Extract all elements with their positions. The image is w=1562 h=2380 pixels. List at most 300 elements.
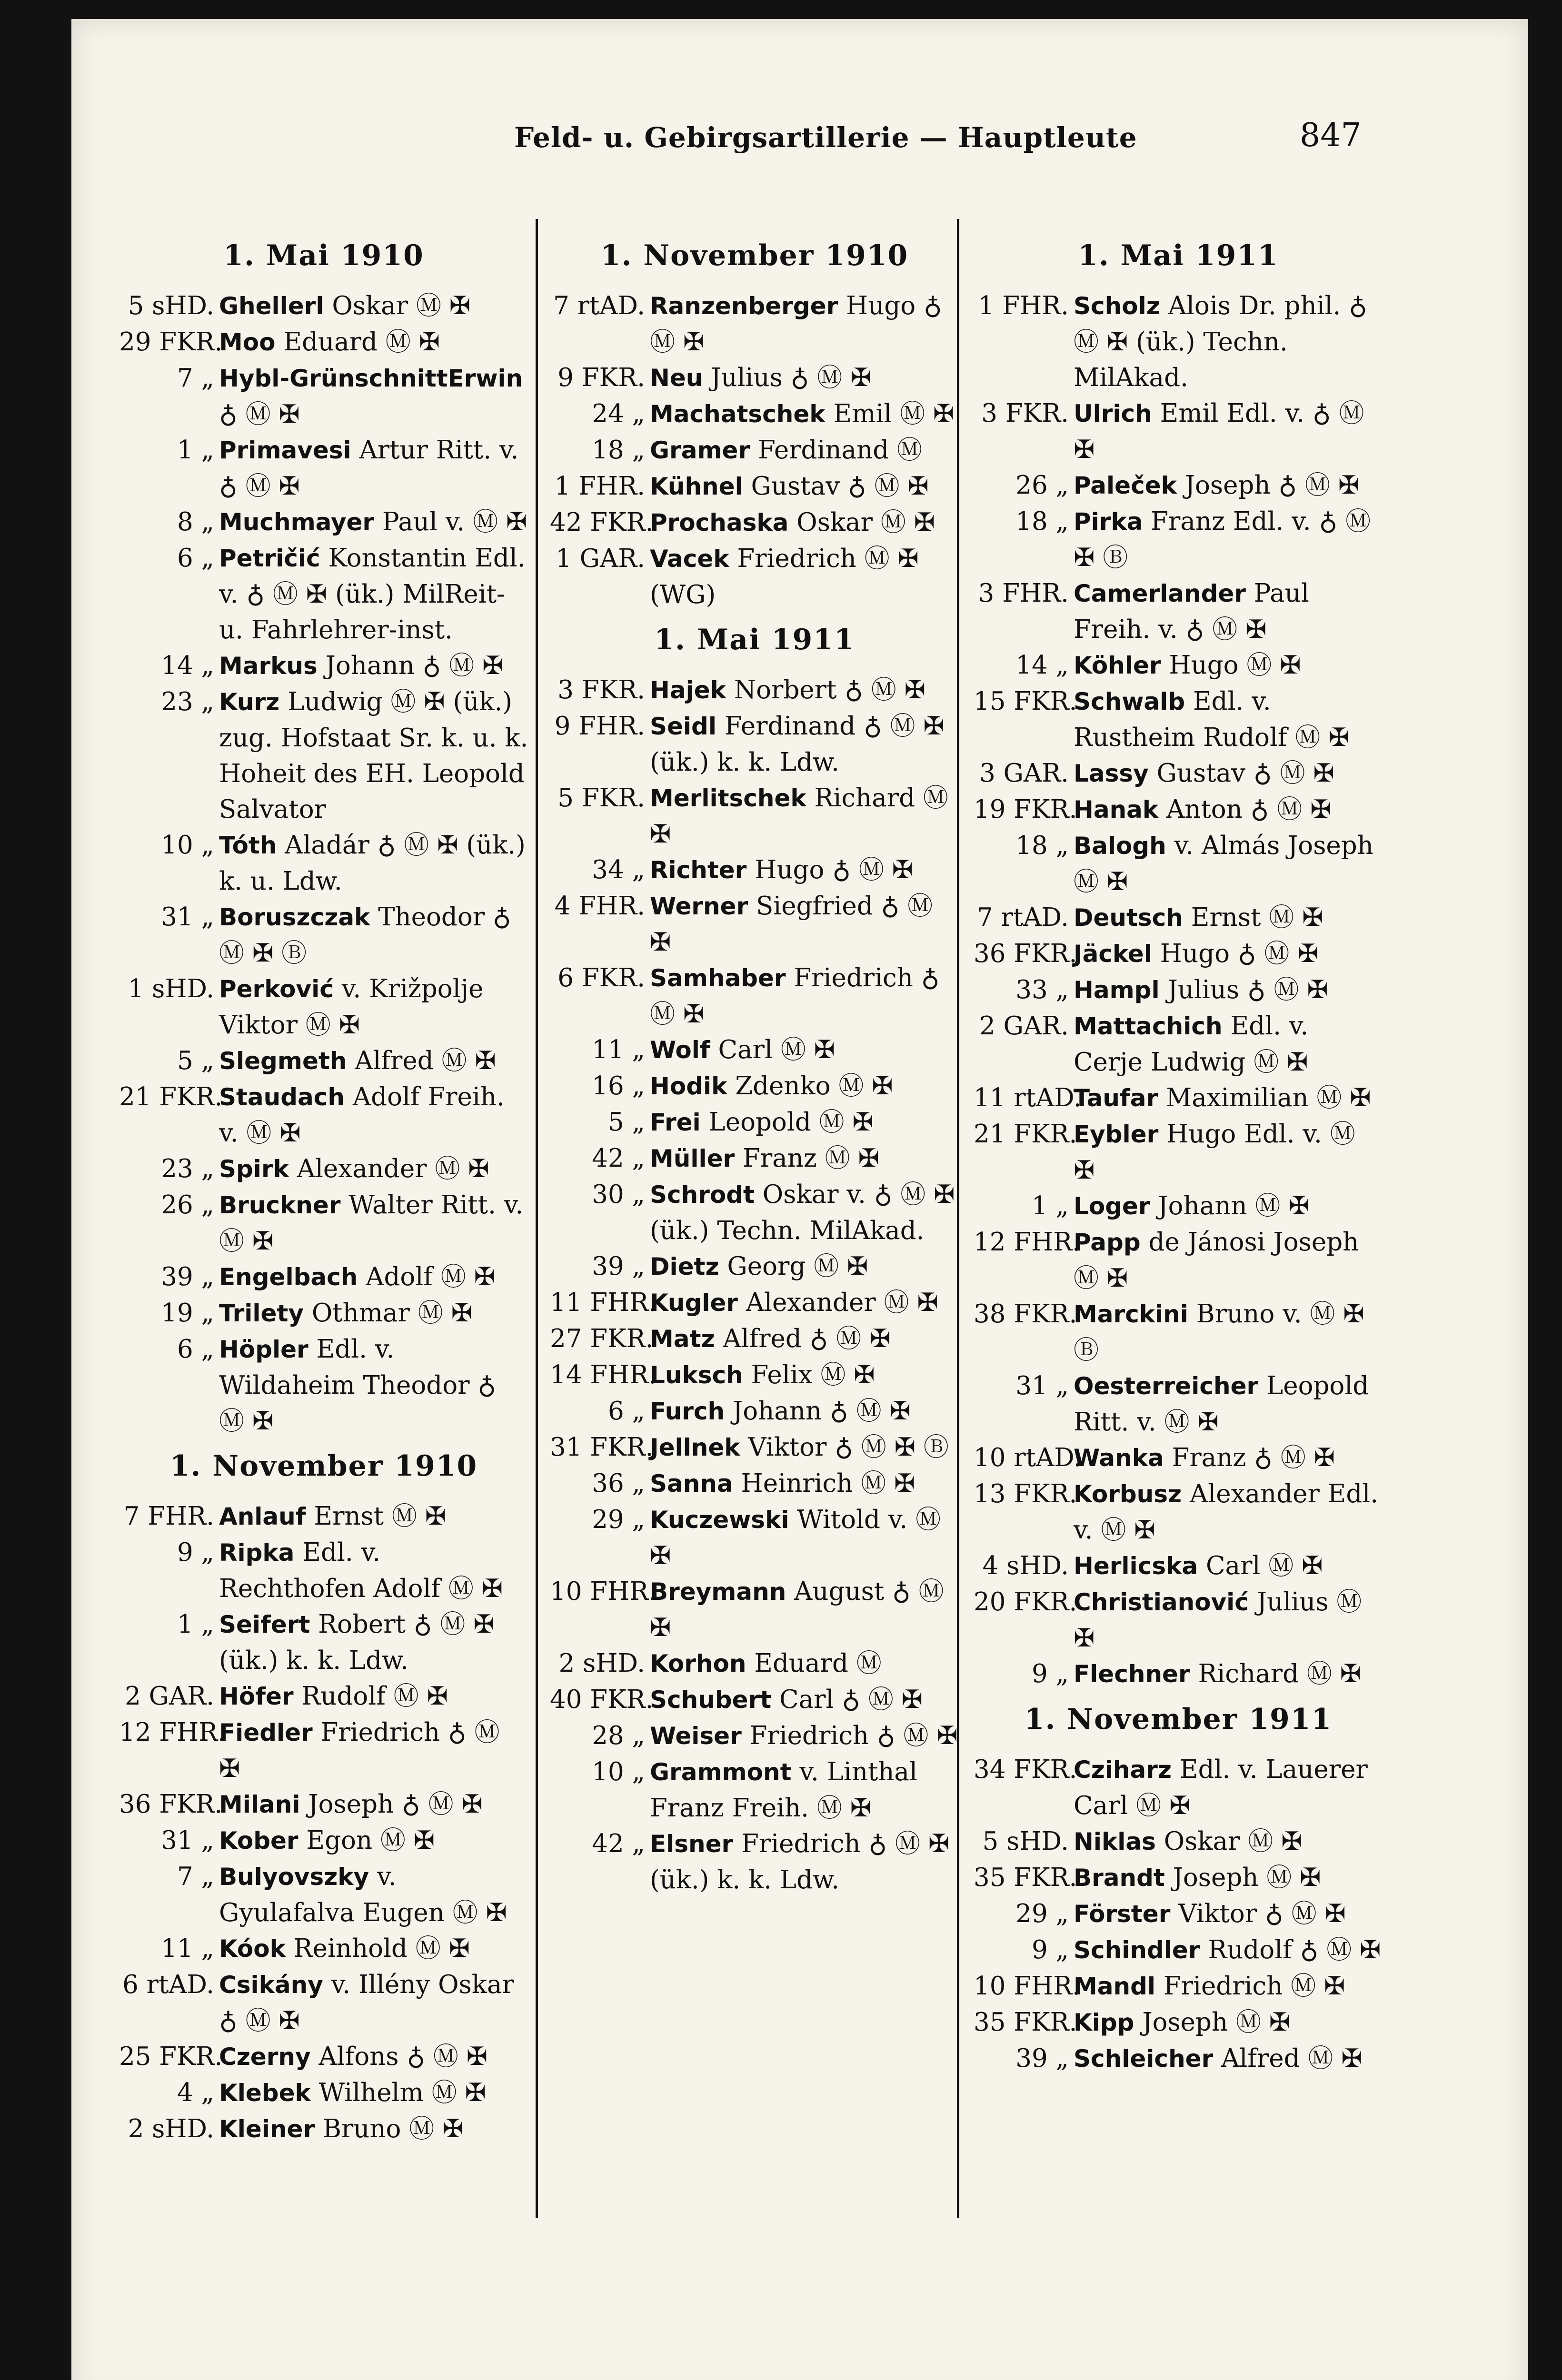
regiment-number: 21 FKR. [119, 1082, 223, 1111]
officer-surname: Bruckner [219, 1191, 341, 1219]
regiment-number: 3 FHR. [978, 579, 1069, 608]
officer-surname: Camerlander [1074, 580, 1246, 607]
officer-details: ♁ Ⓜ ✠ [219, 400, 300, 429]
officer-details: Edl. v. Cerje Ludwig Ⓜ ✠ [1074, 1012, 1309, 1077]
officer-surname: Seifert [219, 1611, 310, 1638]
officer-surname: Schindler [1074, 1936, 1200, 1964]
officer-details: Friedrich Ⓜ ✠ (WG) [650, 544, 919, 609]
officer-entry [119, 684, 528, 827]
officer-surname: Hybl-GrünschnittErwin [219, 365, 523, 392]
promotion-date-heading: 1. November 1911 [1024, 1703, 1333, 1736]
officer-details: Konstantin Edl. v. ♁ Ⓜ ✠ (ük.) MilReit- u. Fahrlehrer-inst. [219, 544, 526, 645]
officer-entry [119, 1967, 528, 2039]
officer-details: Ernst Ⓜ ✠ [306, 1502, 447, 1531]
officer-surname: Hampl [1074, 976, 1160, 1004]
officer-entry [550, 1718, 959, 1754]
officer-entry [974, 755, 1383, 792]
regiment-number: 2 sHD. [128, 2114, 214, 2143]
regiment-number: 5 sHD. [128, 291, 214, 320]
officer-details: Alfons ♁ Ⓜ ✠ [310, 2042, 488, 2071]
regiment-number: 38 FKR. [974, 1299, 1077, 1329]
officer-entry [974, 1296, 1383, 1368]
officer-entry [550, 1429, 959, 1466]
officer-entry [974, 1548, 1383, 1584]
officer-surname: Engelbach [219, 1263, 358, 1291]
regiment-number: 27 FKR. [550, 1324, 654, 1353]
officer-entry [974, 684, 1383, 755]
regiment-number: 6 FKR. [557, 963, 645, 992]
officer-entry [550, 541, 959, 613]
officer-surname: Mattachich [1074, 1012, 1223, 1040]
officer-details: v. Almás Joseph Ⓜ ✠ [1074, 831, 1373, 896]
regiment-number: 6 „ [177, 544, 214, 573]
officer-entry [550, 1104, 959, 1140]
officer-entry [550, 1646, 959, 1682]
officer-surname: Merlitschek [650, 784, 806, 812]
officer-surname: Schubert [650, 1686, 772, 1714]
regiment-number: 26 „ [1015, 471, 1069, 500]
regiment-number: 11 „ [161, 1934, 214, 1963]
officer-surname: Grammont [650, 1758, 792, 1786]
regiment-number: 1 FHR. [554, 472, 645, 501]
officer-surname: Weiser [650, 1722, 742, 1750]
running-title: Feld- u. Gebirgsartillerie — Hauptleute [514, 121, 1137, 154]
officer-surname: Jellnek [650, 1434, 740, 1461]
page-header [71, 117, 1528, 169]
column-rule-left [536, 219, 538, 2218]
officer-details: Emil Ⓜ ✠ [825, 399, 955, 428]
regiment-number: 20 FKR. [974, 1587, 1077, 1616]
regiment-number: 10 rtAD. [974, 1443, 1082, 1472]
officer-entry [550, 360, 959, 396]
regiment-number: 24 „ [592, 399, 645, 428]
officer-entry [550, 288, 959, 360]
regiment-number: 4 sHD. [982, 1551, 1069, 1580]
officer-surname: Ulrich [1074, 400, 1152, 427]
officer-entry [119, 1859, 528, 1931]
officer-surname: Bulyovszky [219, 1863, 369, 1891]
officer-surname: Matz [650, 1325, 715, 1353]
officer-details: Gustav ♁ Ⓜ ✠ [1148, 759, 1334, 788]
officer-details: Emil Edl. v. ♁ Ⓜ ✠ [1074, 399, 1364, 464]
officer-entry [119, 2111, 528, 2147]
officer-entry [974, 1116, 1383, 1188]
regiment-number: 9 FHR. [554, 712, 645, 741]
officer-surname: Kurz [219, 688, 280, 716]
regiment-number: 29 FKR. [119, 327, 223, 357]
officer-surname: Moo [219, 328, 276, 356]
regiment-number: 3 GAR. [979, 759, 1069, 788]
officer-entry [119, 1931, 528, 1967]
officer-entry [974, 828, 1383, 900]
officer-entry [550, 708, 959, 780]
officer-surname: Förster [1074, 1900, 1171, 1928]
officer-entry [119, 1535, 528, 1606]
officer-entry [119, 1151, 528, 1187]
officer-entry [550, 888, 959, 960]
officer-entry [974, 1932, 1383, 1968]
officer-details: v. Križpolje Viktor Ⓜ ✠ [219, 974, 484, 1040]
officer-details: Ferdinand Ⓜ [750, 436, 923, 465]
officer-details: Johann Ⓜ ✠ [1150, 1191, 1310, 1220]
officer-details: v. Linthal Franz Freih. Ⓜ ✠ [650, 1757, 917, 1823]
officer-surname: Brandt [1074, 1864, 1165, 1892]
officer-entry [974, 2004, 1383, 2041]
officer-entry [974, 1080, 1383, 1116]
officer-details: Leopold Ritt. v. Ⓜ ✠ [1074, 1371, 1369, 1437]
regiment-number: 5 „ [177, 1046, 214, 1075]
regiment-number: 7 FHR. [123, 1502, 214, 1531]
officer-details: Oskar Ⓜ ✠ [324, 291, 471, 320]
officer-details: Joseph Ⓜ ✠ [1164, 1863, 1321, 1892]
officer-details: Rudolf ♁ Ⓜ ✠ [1200, 1935, 1381, 1964]
officer-entry [974, 1188, 1383, 1224]
regiment-number: 1 „ [177, 436, 214, 465]
officer-entry [550, 1140, 959, 1177]
officer-details: Bruno v. Ⓜ ✠ Ⓑ [1074, 1299, 1364, 1365]
officer-entry [974, 1860, 1383, 1896]
officer-entry [550, 1032, 959, 1068]
regiment-number: 10 FHR. [974, 1972, 1081, 2001]
officer-surname: Primavesi [219, 436, 351, 464]
officer-entry [119, 360, 528, 432]
page-number: 847 [1300, 117, 1362, 154]
officer-details: Friedrich Ⓜ ✠ [1155, 1972, 1345, 2001]
regiment-number: 35 FKR. [974, 2008, 1077, 2037]
officer-entry [974, 1896, 1383, 1932]
officer-entry [974, 1008, 1383, 1080]
officer-details: Alfred Ⓜ ✠ [347, 1046, 496, 1075]
regiment-number: 14 FHR. [550, 1360, 657, 1389]
regiment-number: 30 „ [592, 1180, 645, 1209]
regiment-number: 31 „ [1015, 1371, 1069, 1400]
officer-surname: Perković [219, 975, 334, 1003]
officer-details: Friedrich ♁ Ⓜ ✠ [219, 1718, 500, 1783]
officer-details: Hugo ♁ Ⓜ ✠ [650, 291, 942, 357]
regiment-number: 36 FKR. [119, 1790, 223, 1819]
officer-details: Leopold Ⓜ ✠ [700, 1108, 874, 1137]
regiment-number: 26 „ [161, 1190, 214, 1220]
officer-surname: Hanak [1074, 796, 1159, 823]
officer-details: Alexander Edl. v. Ⓜ ✠ [1074, 1479, 1379, 1545]
regiment-number: 33 „ [1015, 975, 1069, 1004]
officer-details: Richard Ⓜ ✠ [650, 783, 948, 849]
officer-entry [974, 1476, 1383, 1548]
officer-details: de Jánosi Joseph Ⓜ ✠ [1074, 1228, 1359, 1293]
officer-entry [974, 504, 1383, 575]
officer-entry [550, 1357, 959, 1393]
regiment-number: 34 FKR. [974, 1755, 1077, 1784]
officer-details: Edl. v. Rustheim Rudolf Ⓜ ✠ [1074, 687, 1350, 752]
officer-surname: Ranzenberger [650, 292, 838, 320]
officer-surname: Korhon [650, 1650, 746, 1677]
officer-details: Robert ♁ Ⓜ ✠ (ük.) k. k. Ldw. [219, 1610, 495, 1675]
officer-surname: Kugler [650, 1289, 738, 1317]
regiment-number: 28 „ [592, 1721, 645, 1750]
regiment-number: 10 FHR. [550, 1577, 657, 1606]
officer-surname: Milani [219, 1791, 300, 1818]
officer-details: Oskar Ⓜ ✠ [1155, 1827, 1303, 1856]
regiment-number: 1 „ [1031, 1191, 1069, 1220]
regiment-number: 3 FKR. [557, 675, 645, 704]
officer-details: Ferdinand ♁ Ⓜ ✠ (ük.) k. k. Ldw. [650, 712, 945, 777]
officer-entry [119, 971, 528, 1043]
officer-details: Norbert ♁ Ⓜ ✠ [726, 675, 925, 704]
regiment-number: 11 rtAD. [974, 1083, 1082, 1112]
officer-surname: Cziharz [1074, 1756, 1172, 1784]
officer-details: Witold v. Ⓜ ✠ [650, 1505, 941, 1570]
regiment-number: 31 „ [161, 1826, 214, 1855]
officer-surname: Anlauf [219, 1503, 306, 1530]
officer-surname: Tóth [219, 832, 277, 859]
officer-details: Oskar v. ♁ Ⓜ ✠ (ük.) Techn. MilAkad. [650, 1180, 955, 1245]
officer-details: Egon Ⓜ ✠ [298, 1826, 435, 1855]
regiment-number: 5 „ [607, 1108, 645, 1137]
officer-entry [550, 1826, 959, 1898]
regiment-number: 40 FKR. [550, 1685, 654, 1714]
regiment-number: 31 „ [161, 902, 214, 932]
officer-details: Hugo Edl. v. Ⓜ ✠ [1074, 1120, 1355, 1185]
officer-entry [974, 1584, 1383, 1656]
officer-details: Johann ♁ Ⓜ ✠ [317, 651, 504, 680]
officer-details: Maximilian Ⓜ ✠ [1158, 1083, 1371, 1112]
officer-entry [550, 396, 959, 432]
officer-details: Johann ♁ Ⓜ ✠ [725, 1397, 911, 1426]
officer-details: Bruno Ⓜ ✠ [315, 2114, 464, 2143]
officer-entry [119, 1295, 528, 1331]
regiment-number: 42 FKR. [550, 508, 654, 537]
officer-surname: Werner [650, 892, 748, 920]
officer-surname: Kipp [1074, 2009, 1134, 2036]
officer-surname: Ghellerl [219, 292, 324, 320]
regiment-number: 25 FKR. [119, 2042, 223, 2071]
officer-details: Walter Ritt. v. Ⓜ ✠ [219, 1190, 524, 1256]
officer-entry [119, 288, 528, 324]
officer-details: Hugo ♁ Ⓜ ✠ [1152, 939, 1319, 968]
officer-details: Carl Ⓜ ✠ [1198, 1551, 1323, 1580]
regiment-number: 14 „ [1015, 651, 1069, 680]
regiment-number: 39 „ [161, 1262, 214, 1291]
officer-entry [119, 2075, 528, 2111]
officer-details: Theodor ♁ Ⓜ ✠ Ⓑ [219, 902, 511, 968]
officer-surname: Prochaska [650, 509, 789, 536]
officer-surname: Höpler [219, 1336, 308, 1363]
officer-entry [119, 1786, 528, 1823]
regiment-number: 15 FKR. [974, 687, 1077, 716]
officer-surname: Petričić [219, 545, 320, 572]
officer-entry [974, 792, 1383, 828]
officer-entry [119, 1606, 528, 1678]
officer-details: Viktor ♁ Ⓜ ✠ Ⓑ [740, 1433, 949, 1462]
officer-details: Edl. v. Rechthofen Adolf Ⓜ ✠ [219, 1538, 503, 1603]
officer-details: Alfred ♁ Ⓜ ✠ [715, 1324, 891, 1353]
officer-surname: Kuczewski [650, 1506, 789, 1534]
officer-surname: Furch [650, 1398, 725, 1425]
officer-entry [550, 505, 959, 541]
officer-surname: Oesterreicher [1074, 1372, 1259, 1400]
officer-surname: Breymann [650, 1578, 786, 1606]
document-page [71, 19, 1528, 2380]
officer-details: Gustav ♁ Ⓜ ✠ [743, 472, 929, 501]
regiment-number: 18 „ [1015, 507, 1069, 536]
officer-entry [550, 1393, 959, 1429]
officer-surname: Elsner [650, 1830, 734, 1858]
regiment-number: 39 „ [1015, 2044, 1069, 2073]
officer-entry [974, 1968, 1383, 2004]
officer-entry [974, 1824, 1383, 1860]
officer-surname: Köhler [1074, 652, 1161, 679]
officer-surname: Sanna [650, 1470, 733, 1497]
officer-details: Ludwig Ⓜ ✠ (ük.) zug. Hofstaat Sr. k. u. k. Hoheit des EH. Leopold Salvator [219, 687, 528, 824]
officer-surname: Jäckel [1074, 940, 1152, 968]
officer-entry [550, 1574, 959, 1646]
regiment-number: 6 „ [177, 1335, 214, 1364]
officer-entry [550, 1177, 959, 1249]
regiment-number: 6 „ [607, 1397, 645, 1426]
officer-entry [974, 2041, 1383, 2077]
officer-entry [974, 1656, 1383, 1692]
officer-entry [550, 780, 959, 852]
officer-entry [550, 1466, 959, 1502]
officer-surname: Schwalb [1074, 688, 1185, 715]
officer-details: August ♁ Ⓜ ✠ [650, 1577, 944, 1642]
officer-details: Adolf Freih. v. Ⓜ ✠ [219, 1082, 505, 1148]
officer-details: Franz Ⓜ ✠ [735, 1144, 879, 1173]
officer-details: Paul v. Ⓜ ✠ [374, 507, 527, 536]
officer-entry [119, 540, 528, 648]
regiment-number: 9 „ [1031, 1935, 1069, 1964]
officer-details: Joseph Ⓜ ✠ [1134, 2008, 1291, 2037]
officer-surname: Korbusz [1074, 1480, 1182, 1508]
regiment-number: 42 „ [592, 1829, 645, 1858]
officer-details: Julius ♁ Ⓜ ✠ [703, 363, 872, 392]
officer-entry [550, 1502, 959, 1574]
regiment-number: 34 „ [592, 855, 645, 884]
regiment-number: 5 sHD. [982, 1827, 1069, 1856]
column-1 [119, 228, 528, 2147]
officer-surname: Samhaber [650, 964, 786, 992]
regiment-number: 9 FKR. [557, 363, 645, 392]
regiment-number: 35 FKR. [974, 1863, 1077, 1892]
officer-entry [550, 960, 959, 1032]
officer-entry [974, 1440, 1383, 1476]
promotion-date-heading: 1. Mai 1911 [654, 623, 855, 656]
officer-entry [119, 648, 528, 684]
officer-entry [974, 972, 1383, 1008]
officer-entry [974, 467, 1383, 504]
regiment-number: 10 „ [592, 1757, 645, 1786]
officer-surname: Fiedler [219, 1719, 313, 1746]
officer-surname: Boruszczak [219, 903, 370, 931]
column-3 [974, 228, 1383, 2077]
officer-surname: Ripka [219, 1539, 295, 1567]
regiment-number: 10 „ [161, 831, 214, 860]
officer-surname: Csikány [219, 1971, 323, 1999]
regiment-number: 39 „ [592, 1252, 645, 1281]
regiment-number: 5 FKR. [557, 783, 645, 813]
regiment-number: 16 „ [592, 1071, 645, 1101]
officer-entry [974, 396, 1383, 467]
regiment-number: 12 FHR. [974, 1228, 1081, 1257]
officer-surname: Loger [1074, 1192, 1150, 1220]
officer-details: Siegfried ♁ Ⓜ ✠ [650, 892, 933, 957]
officer-entry [119, 1823, 528, 1859]
regiment-number: 9 „ [177, 1538, 214, 1567]
officer-details: Felix Ⓜ ✠ [743, 1360, 875, 1389]
officer-surname: Frei [650, 1109, 701, 1136]
officer-surname: Richter [650, 856, 747, 884]
officer-details: Alois Dr. phil. ♁ Ⓜ ✠ (ük.) Techn. MilAkad. [1074, 291, 1367, 392]
officer-details: Rudolf Ⓜ ✠ [293, 1682, 448, 1711]
officer-details: Hugo Ⓜ ✠ [1161, 651, 1301, 680]
officer-surname: Dietz [650, 1253, 719, 1280]
officer-surname: Machatschek [650, 400, 826, 428]
officer-surname: Schleicher [1074, 2045, 1214, 2073]
regiment-number: 42 „ [592, 1144, 645, 1173]
officer-surname: Niklas [1074, 1828, 1156, 1855]
regiment-number: 8 „ [177, 507, 214, 536]
officer-surname: Vacek [650, 545, 729, 573]
officer-surname: Herlicska [1074, 1552, 1198, 1580]
officer-surname: Scholz [1074, 292, 1160, 320]
officer-surname: Luksch [650, 1361, 743, 1389]
officer-surname: Kühnel [650, 473, 743, 500]
officer-entry [119, 1043, 528, 1079]
officer-entry [974, 1368, 1383, 1440]
regiment-number: 1 FHR. [978, 291, 1069, 320]
officer-surname: Pirka [1074, 508, 1143, 536]
officer-details: Alfred Ⓜ ✠ [1213, 2044, 1363, 2073]
officer-details: Hugo ♁ Ⓜ ✠ [746, 855, 914, 884]
officer-entry [119, 1187, 528, 1259]
officer-details: Carl ♁ Ⓜ ✠ [771, 1685, 923, 1714]
officer-surname: Lassy [1074, 760, 1149, 787]
regiment-number: 1 „ [177, 1610, 214, 1639]
regiment-number: 18 „ [592, 436, 645, 465]
officer-entry [550, 1682, 959, 1718]
officer-details: Carl Ⓜ ✠ [710, 1035, 836, 1064]
regiment-number: 9 „ [1031, 1659, 1069, 1688]
officer-entry [119, 899, 528, 971]
officer-details: Heinrich Ⓜ ✠ [733, 1469, 915, 1498]
officer-entry [119, 1331, 528, 1439]
officer-details: Friedrich ♁ Ⓜ ✠ [650, 963, 940, 1029]
regiment-number: 7 „ [177, 1862, 214, 1891]
regiment-number: 2 sHD. [558, 1649, 645, 1678]
officer-surname: Trilety [219, 1299, 304, 1327]
officer-entry [550, 432, 959, 468]
officer-surname: Kóok [219, 1935, 286, 1963]
officer-details: Othmar Ⓜ ✠ [303, 1299, 472, 1328]
regiment-number: 13 FKR. [974, 1479, 1077, 1508]
regiment-number: 2 GAR. [979, 1012, 1069, 1041]
officer-entry [974, 936, 1383, 972]
officer-surname: Gramer [650, 436, 750, 464]
officer-surname: Wanka [1074, 1444, 1164, 1472]
officer-surname: Klebek [219, 2079, 311, 2107]
officer-details: Alexander Ⓜ ✠ [737, 1288, 938, 1317]
officer-entry [119, 504, 528, 540]
promotion-date-heading: 1. November 1910 [169, 1449, 478, 1483]
officer-surname: Wolf [650, 1036, 710, 1064]
officer-surname: Christianović [1074, 1588, 1249, 1616]
regiment-number: 29 „ [1015, 1899, 1069, 1928]
officer-surname: Mandl [1074, 1973, 1156, 2000]
regiment-number: 19 FKR. [974, 795, 1077, 824]
officer-details: Julius Ⓜ ✠ [1074, 1587, 1362, 1653]
officer-entry [550, 672, 959, 708]
officer-surname: Hajek [650, 676, 726, 704]
